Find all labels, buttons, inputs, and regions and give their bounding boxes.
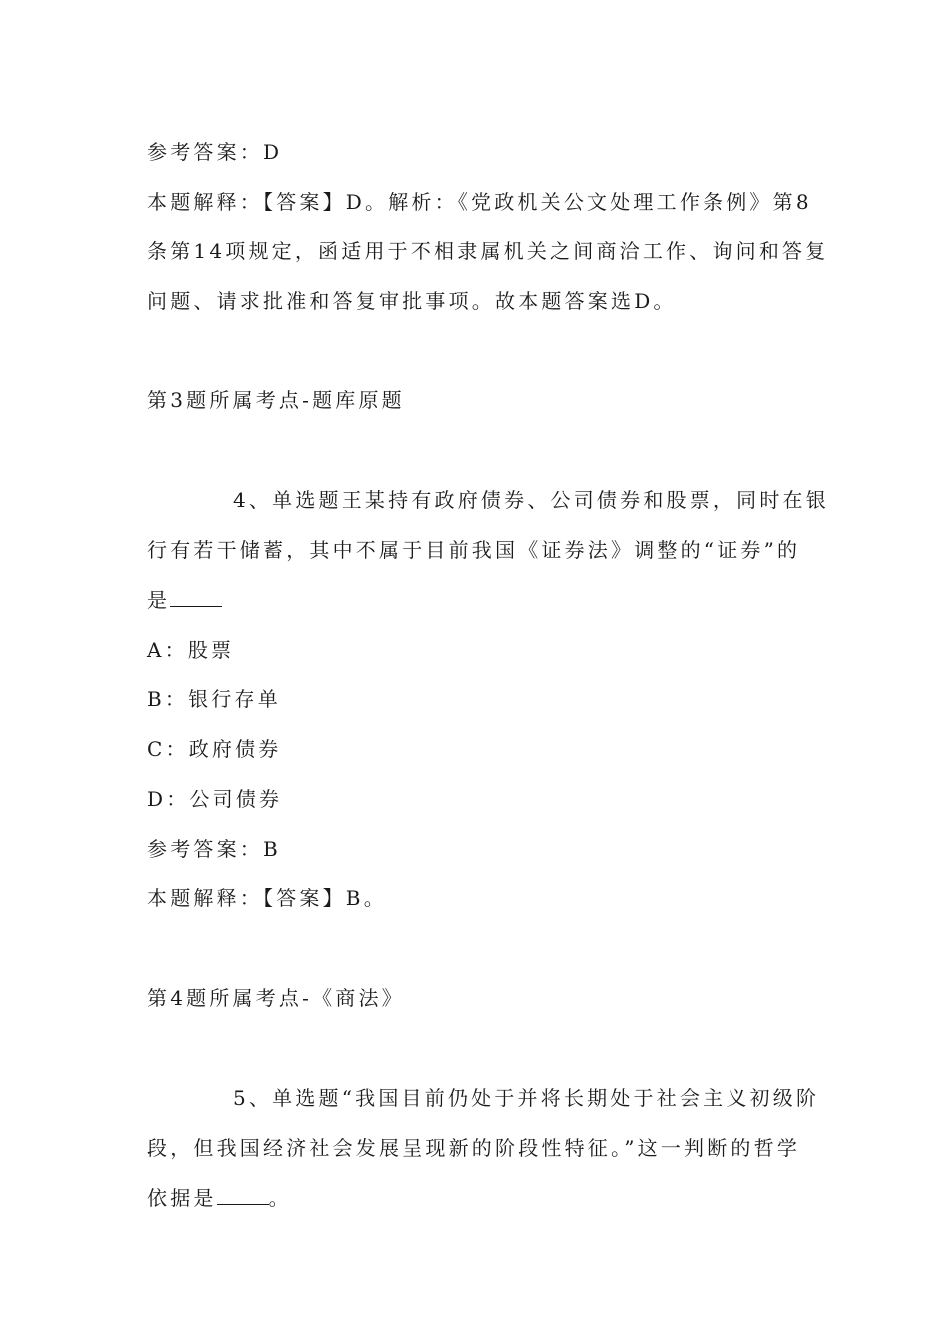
question-stem-line-3 bbox=[147, 587, 807, 613]
explanation-line-2: 条第14项规定，函适用于不相隶属机关之间商洽工作、询问和答复 bbox=[147, 239, 829, 263]
question-stem-text: 依据是 bbox=[147, 1186, 217, 1210]
option-a: A：股票 bbox=[147, 638, 235, 662]
answer-line: 参考答案：D bbox=[147, 140, 283, 164]
option-d: D：公司债券 bbox=[147, 787, 283, 811]
topic-line: 第4题所属考点-《商法》 bbox=[147, 986, 405, 1010]
option-c: C：政府债券 bbox=[147, 737, 282, 761]
answer-blank bbox=[170, 588, 222, 607]
question-stem-line-1: 4、单选题王某持有政府债券、公司债券和股票，同时在银 bbox=[233, 488, 829, 512]
question-stem-line-1: 5、单选题“我国目前仍处于并将长期处于社会主义初级阶 bbox=[233, 1086, 820, 1110]
explanation-line-1: 本题解释：【答案】D。解析：《党政机关公文处理工作条例》第8 bbox=[147, 190, 812, 214]
topic-line: 第3题所属考点-题库原题 bbox=[147, 388, 405, 412]
explanation-line-3: 问题、请求批准和答复审批事项。故本题答案选D。 bbox=[147, 289, 677, 313]
question-stem-line-2: 行有若干储蓄，其中不属于目前我国《证券法》调整的“证券”的 bbox=[147, 538, 801, 562]
answer-line: 参考答案：B bbox=[147, 837, 281, 861]
answer-blank bbox=[217, 1186, 269, 1205]
question-stem-line-2: 段，但我国经济社会发展呈现新的阶段性特征。”这一判断的哲学 bbox=[147, 1136, 801, 1160]
question-stem-line-3 bbox=[147, 1185, 807, 1211]
explanation-line: 本题解释：【答案】B。 bbox=[147, 886, 387, 910]
question-stem-text: 是 bbox=[147, 588, 171, 612]
option-b: B：银行存单 bbox=[147, 687, 281, 711]
question-stem-end: 。 bbox=[268, 1186, 292, 1210]
